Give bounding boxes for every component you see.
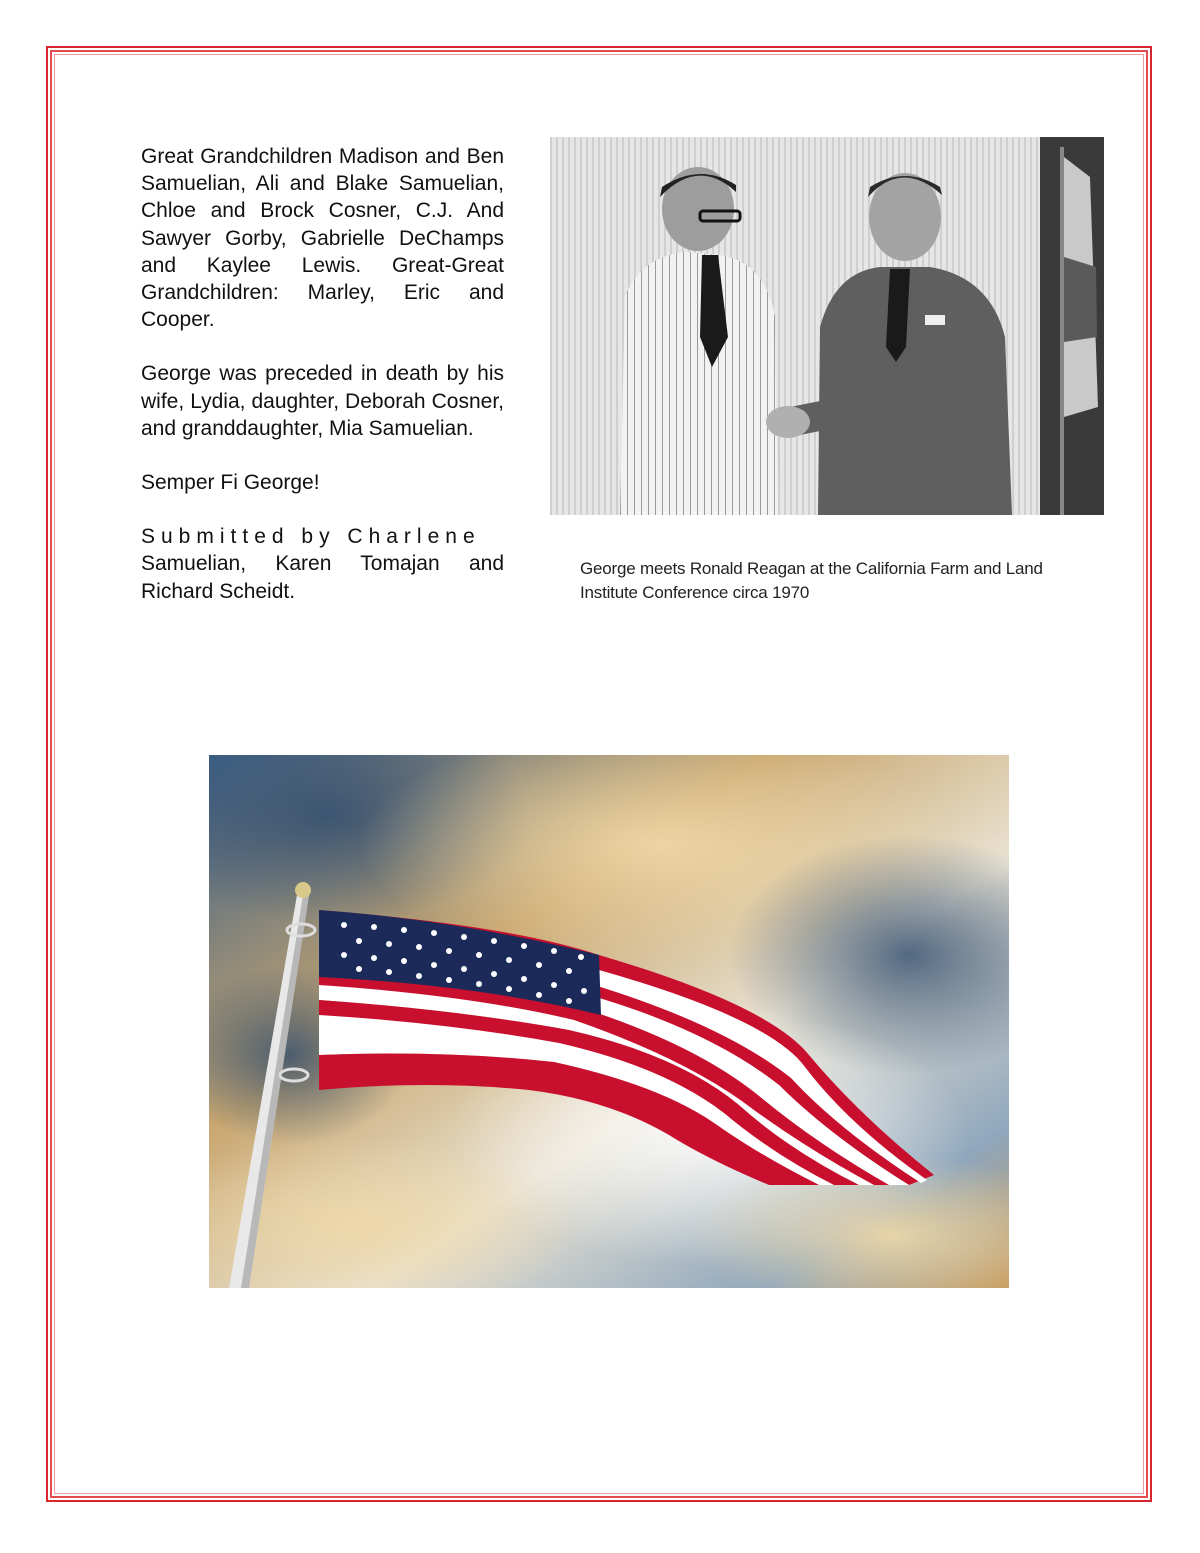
submitted-by-paragraph: [141, 523, 504, 605]
preceded-in-death-paragraph: George was preceded in death by his wife, Lydia, daughter, Deborah Cosner, and granddaughter, Mia Samuelian.: [141, 362, 504, 440]
great-grandchildren-paragraph: Great Grandchildren Madison and Ben Samuelian, Ali and Blake Samuelian, Chloe and Brock Cosner, C.J. And Sawyer Gorby, Gabrielle DeChamps and Kaylee Lewis. Great-Great Grandchildren: Marley, Eric and Cooper.: [141, 145, 504, 332]
american-flag-photo: [209, 755, 1009, 1288]
photo-caption-line-2: Institute Conference circa 1970: [580, 583, 810, 602]
submitted-by-names: Samuelian, Karen Tomajan and Richard Scheidt.: [141, 552, 504, 603]
american-flag-illustration: [209, 755, 1009, 1288]
handshake-photo-illustration: [550, 137, 1104, 515]
semper-fi-paragraph: Semper Fi George!: [141, 471, 320, 495]
photo-caption-line-1: George meets Ronald Reagan at the California Farm and Land: [580, 559, 1043, 578]
photo-caption: [580, 557, 1120, 605]
reagan-handshake-photo: [550, 137, 1104, 515]
obituary-text-column: [141, 143, 504, 632]
submitted-by-label: Submitted by Charlene: [141, 525, 481, 549]
